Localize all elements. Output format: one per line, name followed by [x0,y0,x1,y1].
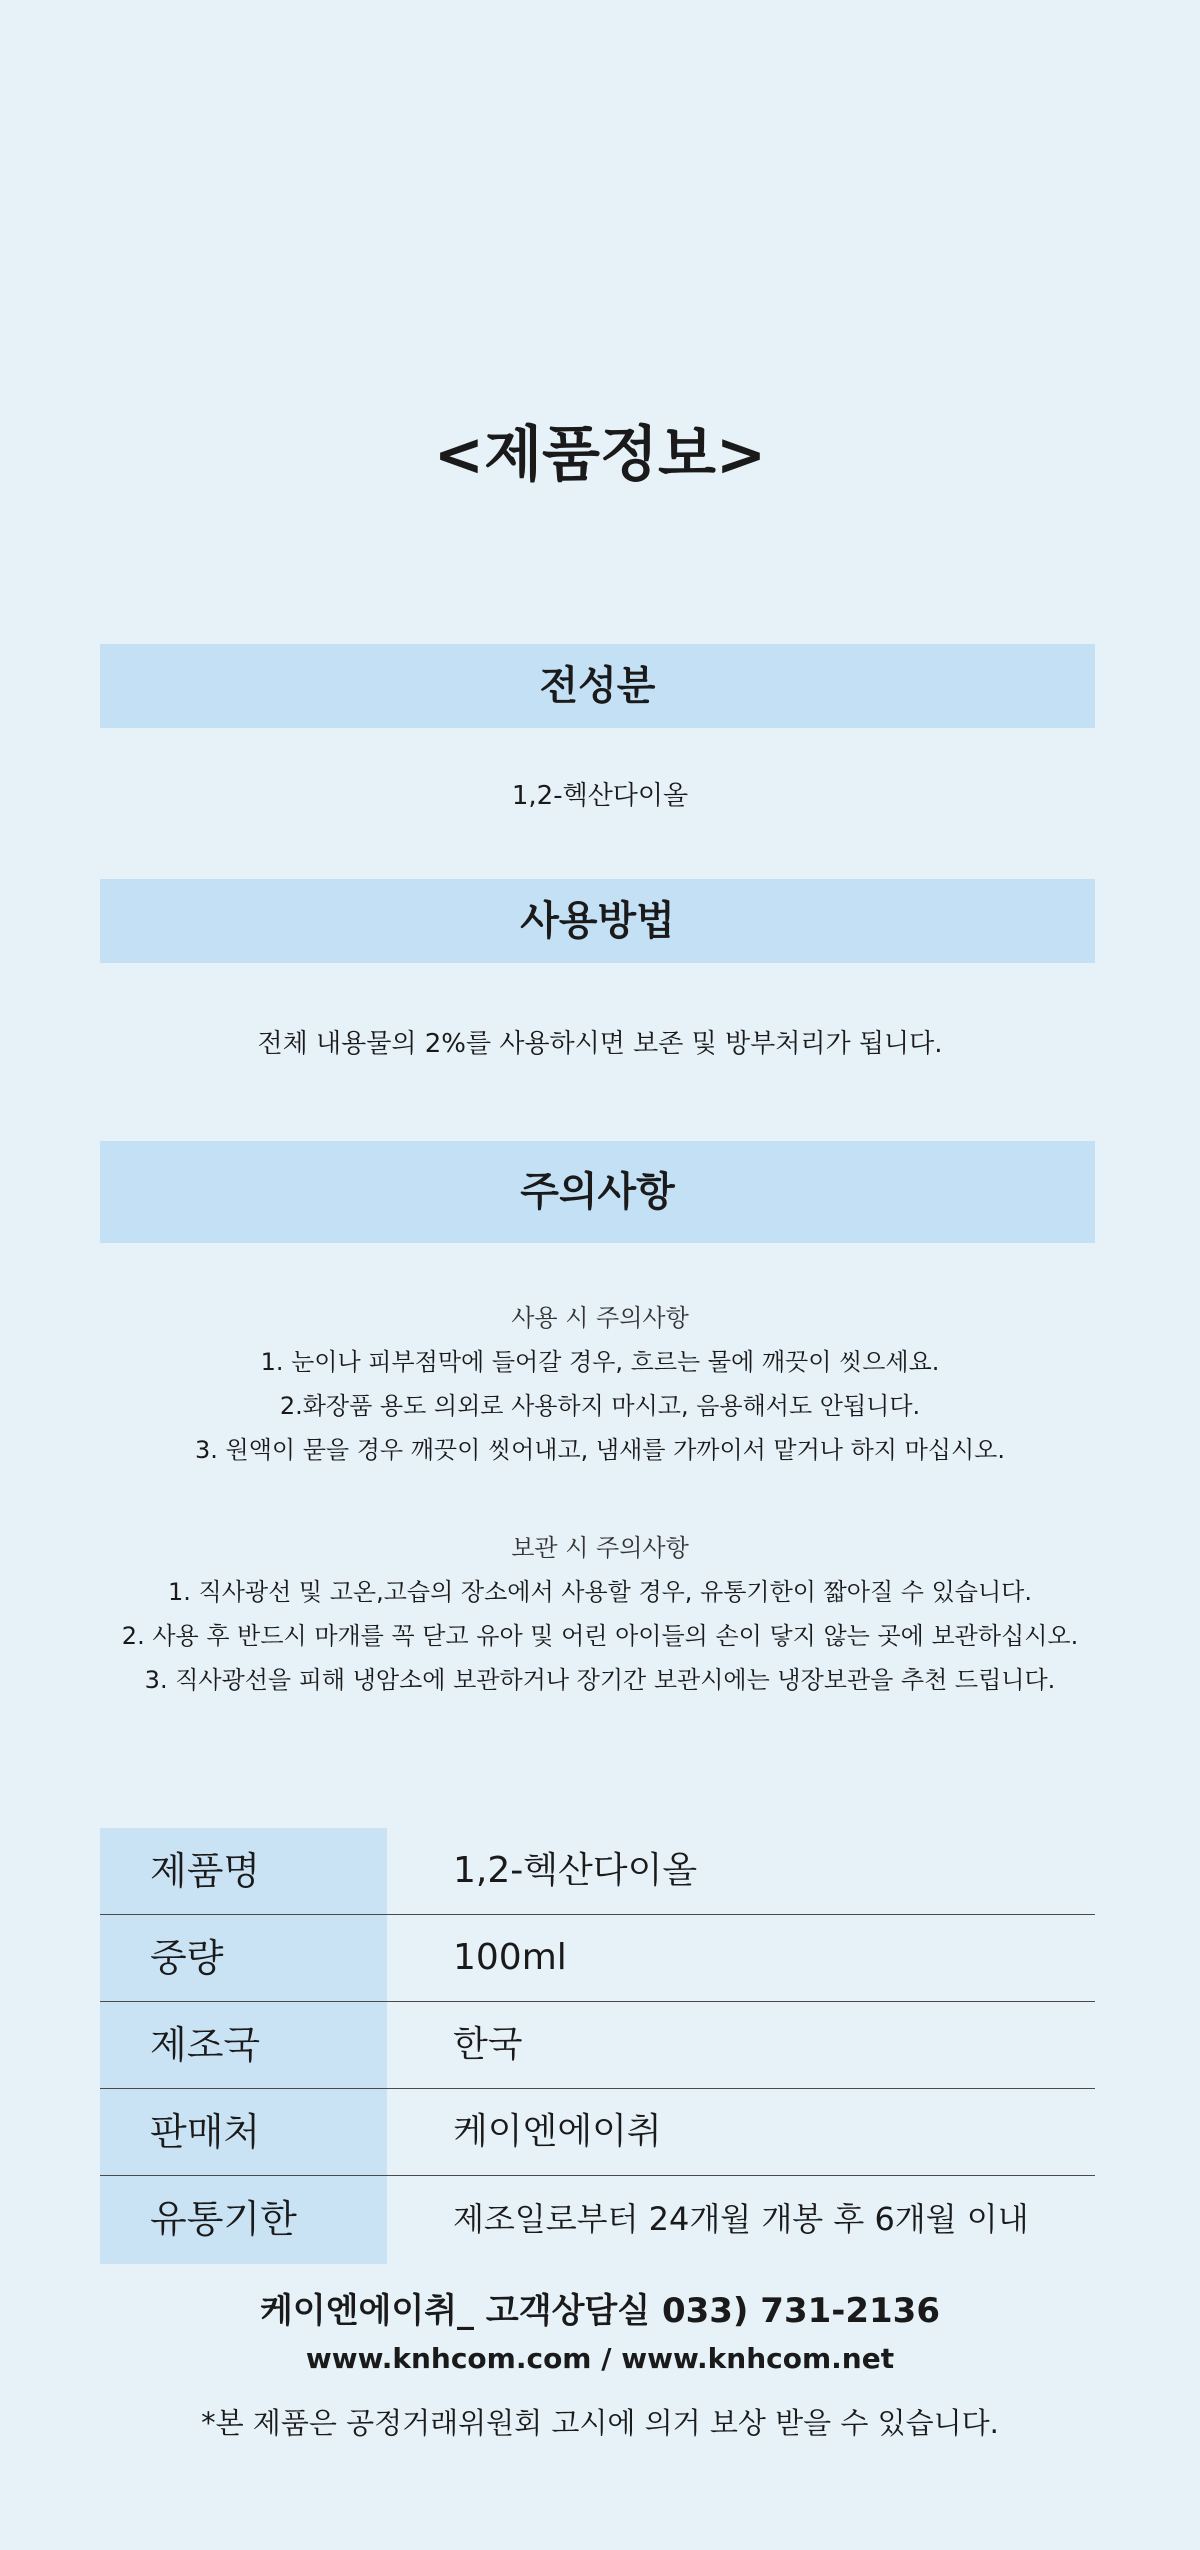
expiry-label: 유통기한 [100,2176,387,2264]
caution-heading: 주의사항 [100,1141,1095,1243]
caution-use-line: 3. 원액이 묻을 경우 깨끗이 씻어내고, 냄새를 가까이서 맡거나 하지 마십시오. [195,1436,1005,1464]
table-row [100,2089,1095,2176]
caution-storage-block [0,1526,1200,1702]
ingredients-heading: 전성분 [100,644,1095,728]
website-links: www.knhcom.com / www.knhcom.net [305,2342,895,2375]
origin-label: 제조국 [100,2002,387,2088]
usage-text: 전체 내용물의 2%를 사용하시면 보존 및 방부처리가 됩니다. [257,1029,943,1059]
weight-label: 중량 [100,1915,387,2001]
table-row [100,1828,1095,1915]
caution-use-line: 1. 눈이나 피부점막에 들어갈 경우, 흐르는 물에 깨끗이 씻으세요. [260,1348,940,1376]
compensation-notice: *본 제품은 공정거래위원회 고시에 의거 보상 받을 수 있습니다. [201,2406,999,2440]
caution-use-title: 사용 시 주의사항 [511,1304,689,1332]
caution-use-block [0,1296,1200,1472]
caution-storage-line: 3. 직사광선을 피해 냉암소에 보관하거나 장기간 보관시에는 냉장보관을 추천 드립니다. [144,1666,1056,1694]
caution-use-line: 2.화장품 용도 의외로 사용하지 마시고, 음용해서도 안됩니다. [279,1392,921,1420]
table-row [100,1915,1095,2002]
table-row [100,2176,1095,2264]
seller-value: 케이엔에이취 [453,2111,662,2152]
seller-label: 판매처 [100,2089,387,2175]
origin-value: 한국 [453,2024,523,2065]
product-name-label: 제품명 [100,1828,387,1914]
weight-value: 100ml [453,1937,567,1978]
caution-storage-line: 2. 사용 후 반드시 마개를 꼭 닫고 유아 및 어린 아이들의 손이 닿지 않는 곳에 보관하십시오. [121,1622,1079,1650]
table-row [100,2002,1095,2089]
page-title: <제품정보> [433,420,767,490]
product-name-value: 1,2-헥산다이올 [453,1850,698,1891]
product-info-table [100,1828,1095,2264]
customer-service-line: 케이엔에이취_ 고객상담실 033) 731-2136 [259,2291,941,2331]
ingredients-value: 1,2-헥산다이올 [511,781,689,811]
expiry-value: 제조일로부터 24개월 개봉 후 6개월 이내 [453,2200,1029,2238]
caution-storage-title: 보관 시 주의사항 [511,1534,689,1562]
caution-storage-line: 1. 직사광선 및 고온,고습의 장소에서 사용할 경우, 유통기한이 짧아질 수 있습니다. [168,1578,1032,1606]
usage-heading: 사용방법 [100,879,1095,963]
